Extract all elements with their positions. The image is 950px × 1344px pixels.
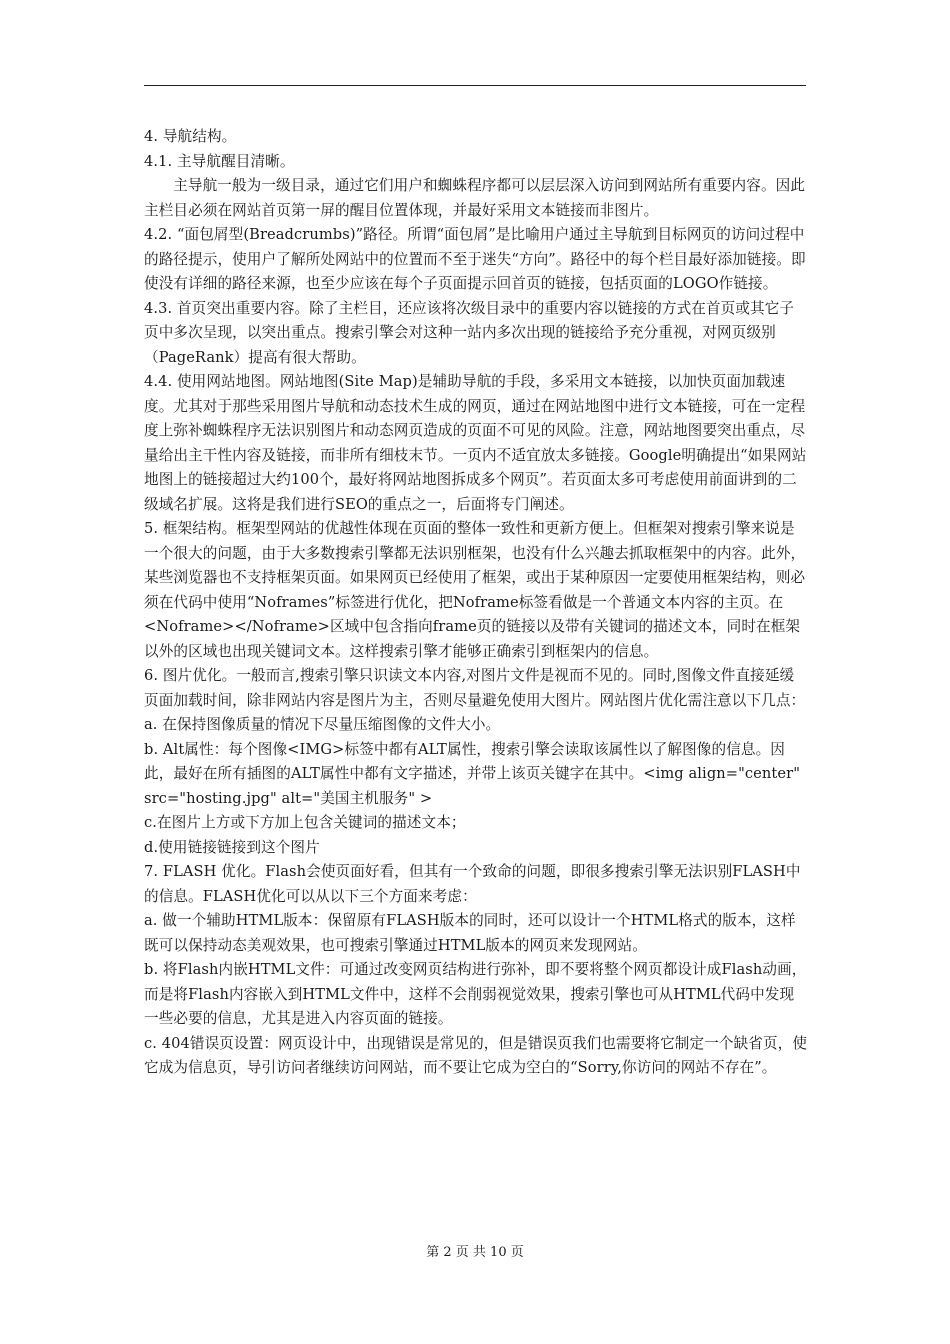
paragraph-main-nav: 主导航一般为一级目录，通过它们用户和蜘蛛程序都可以层层深入访问到网站所有重要内容。因此主栏目必须在网站首页第一屏的醒目位置体现，并最好采用文本链接而非图片。	[144, 177, 806, 219]
list-item-alt-attribute: b. Alt属性：每个图像<IMG>标签中都有ALT属性，搜索引擎会读取该属性以了解图像的信息。因此，最好在所有插图的ALT属性中都有文字描述，并带上该页关键字在其中。<img align="center" src="hosting.jpg" alt="美国主机服务" >	[144, 740, 801, 807]
paragraph-site-map: 4.4. 使用网站地图。网站地图(Site Map)是辅助导航的手段，多采用文本链接，以加快页面加载速度。尤其对于那些采用图片导航和动态技术生成的网页，通过在网站地图中进行文本链接，可在一定程度上弥补蜘蛛程序无法识别图片和动态网页造成的页面不可见的风险。注意，网站地图要突出重点，尽量给出主干性内容及链接，而非所有细枝末节。一页内不适宜放太多链接。Google明确提出“如果网站地图上的链接超过大约100个，最好将网站地图拆成多个网页”。若页面太多可考虑使用前面讲到的二级域名扩展。这将是我们进行SEO的重点之一，后面将专门阐述。	[144, 373, 807, 513]
document-body	[144, 125, 808, 1081]
list-item-html-version: a. 做一个辅助HTML版本：保留原有FLASH版本的同时，还可以设计一个HTML格式的版本，这样既可以保持动态美观效果，也可搜索引擎通过HTML版本的网页来发现网站。	[144, 912, 796, 954]
header-rule	[144, 85, 806, 86]
list-item-description-text: c.在图片上方或下方加上包含关键词的描述文本；	[144, 814, 466, 831]
subheading-main-nav: 4.1. 主导航醒目清晰。	[144, 152, 295, 170]
list-item-compress-images: a. 在保持图像质量的情况下尽量压缩图像的文件大小。	[144, 716, 501, 733]
paragraph-image-optimization: 6. 图片优化。一般而言,搜索引擎只识读文本内容,对图片文件是视而不见的。同时,图像文件直接延缓页面加载时间，除非网站内容是图片为主，否则尽量避免使用大图片。网站图片优化需注意以下几点：	[144, 667, 806, 709]
heading-navigation-structure: 4. 导航结构。	[144, 128, 237, 145]
page-footer: 第 2 页 共 10 页	[426, 1245, 524, 1260]
paragraph-breadcrumbs: 4.2. “面包屑型(Breadcrumbs)”路径。所谓“面包屑”是比喻用户通过主导航到目标网页的访问过程中的路径提示，使用户了解所处网站中的位置而不至于迷失“方向”。路径中的每个栏目最好添加链接。即使没有详细的路径来源，也至少应该在每个子页面提示回首页的链接，包括页面的LOGO作链接。	[144, 226, 806, 292]
paragraph-homepage-highlight: 4.3. 首页突出重要内容。除了主栏目，还应该将次级目录中的重要内容以链接的方式在首页或其它子页中多次呈现，以突出重点。搜索引擎会对这种一站内多次出现的链接给予充分重视，对网页级别（PageRank）提高有很大帮助。	[144, 299, 795, 366]
paragraph-frame-structure: 5. 框架结构。框架型网站的优越性体现在页面的整体一致性和更新方便上。但框架对搜索引擎来说是一个很大的问题，由于大多数搜索引擎都无法识别框架，也没有什么兴趣去抓取框架中的内容。此外，某些浏览器也不支持框架页面。如果网页已经使用了框架，或出于某种原因一定要使用框架结构，则必须在代码中使用“Noframes”标签进行优化，把Noframe标签看做是一个普通文本内容的主页。在<Noframe></Noframe>区域中包含指向frame页的链接以及带有关键词的描述文本，同时在框架以外的区域也出现关键词文本。这样搜索引擎才能够正确索引到框架内的信息。	[144, 520, 806, 660]
list-item-embed-flash: b. 将Flash内嵌HTML文件：可通过改变网页结构进行弥补，即不要将整个网页都设计成Flash动画，而是将Flash内容嵌入到HTML文件中，这样不会削弱视觉效果，搜索引擎也可从HTML代码中发现一些必要的信息，尤其是进入内容页面的链接。	[144, 961, 807, 1027]
list-item-link-to-image: d.使用链接链接到这个图片	[144, 838, 320, 856]
list-item-404-page: c. 404错误页设置：网页设计中，出现错误是常见的，但是错误页我们也需要将它制定一个缺省页，使它成为信息页，导引访问者继续访问网站，而不要让它成为空白的“Sorry,你访问的网站不存在”。	[144, 1034, 808, 1076]
paragraph-flash-optimization: 7. FLASH 优化。Flash会使页面好看，但其有一个致命的问题，即很多搜索引擎无法识别FLASH中的信息。FLASH优化可以从以下三个方面来考虑：	[144, 863, 801, 905]
